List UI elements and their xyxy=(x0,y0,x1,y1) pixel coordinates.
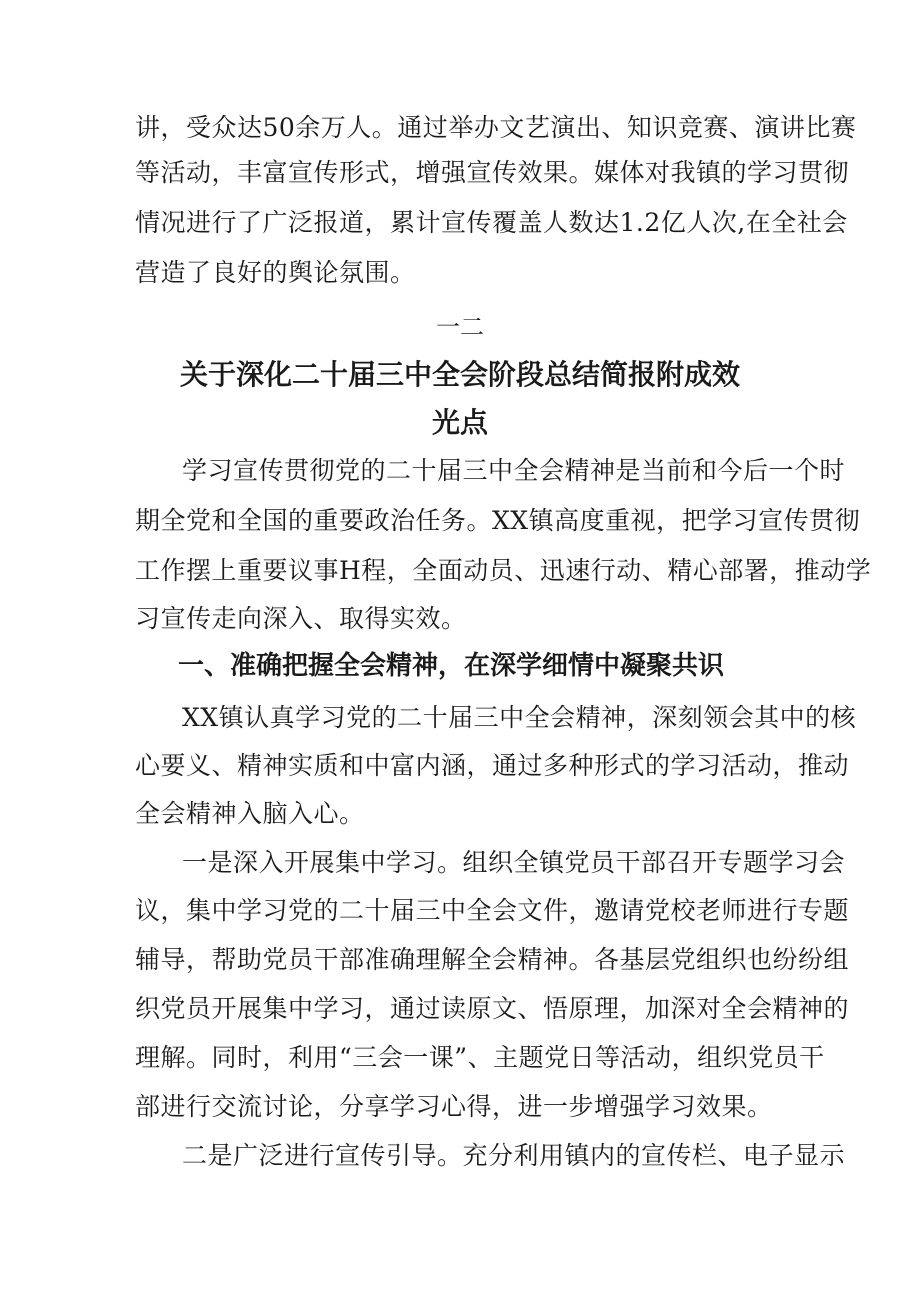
text-line: 理解。同时，利用“三会一课”、主题党日等活动，组织党员干 xyxy=(135,1043,825,1072)
text-line: 习宣传走向深入、取得实效。 xyxy=(135,604,467,633)
section-heading: 一、准确把握全会精神，在深学细情中凝聚共识 xyxy=(178,651,725,681)
text-line: 部进行交流讨论，分享学习心得，进一步增强学习效果。 xyxy=(135,1092,773,1121)
section-separator: 一二 xyxy=(436,313,484,341)
text-line: 等活动，丰富宣传形式，增强宣传效果。媒体对我镇的学习贯彻 xyxy=(135,158,850,187)
text-line: 织党员开展集中学习，通过读原文、悟原理，加深对全会精神的 xyxy=(135,994,850,1023)
text-line: 学习宣传贯彻党的二十届三中全会精神是当前和今后一个时 xyxy=(182,456,846,485)
text-line: 工作摆上重要议事H程，全面动员、迅速行动、精心部署，推动学 xyxy=(135,556,872,585)
document-title-line1: 关于深化二十届三中全会阶段总结简报附成效 xyxy=(179,358,740,391)
text-line: 全会精神入脑入心。 xyxy=(135,799,365,828)
text-line: 议，集中学习党的二十届三中全会文件，邀请党校老师进行专题 xyxy=(135,896,850,925)
text-line: 心要义、精神实质和中富内涵，通过多种形式的学习活动，推动 xyxy=(135,751,850,780)
text-line: 辅导，帮助党员干部准确理解全会精神。各基层党组织也纷纷组 xyxy=(135,945,850,974)
text-line: 一是深入开展集中学习。组织全镇党员干部召开专题学习会 xyxy=(182,848,846,877)
text-line: XX镇认真学习党的二十届三中全会精神，深刻领会其中的核 xyxy=(182,703,857,732)
text-line: 二是广泛进行宣传引导。充分利用镇内的宣传栏、电子显示 xyxy=(182,1141,846,1170)
document-title-line2: 光点 xyxy=(431,406,488,439)
text-line: 情况进行了广泛报道，累计宣传覆盖人数达1.2亿人次,在全社会 xyxy=(135,208,848,237)
text-line: 讲，受众达50余万人。通过举办文艺演出、知识竞赛、演讲比赛 xyxy=(135,113,857,142)
text-line: 期全党和全国的重要政治任务。XX镇高度重视，把学习宣传贯彻 xyxy=(135,506,861,535)
text-line: 营造了良好的舆论氛围。 xyxy=(135,258,416,287)
